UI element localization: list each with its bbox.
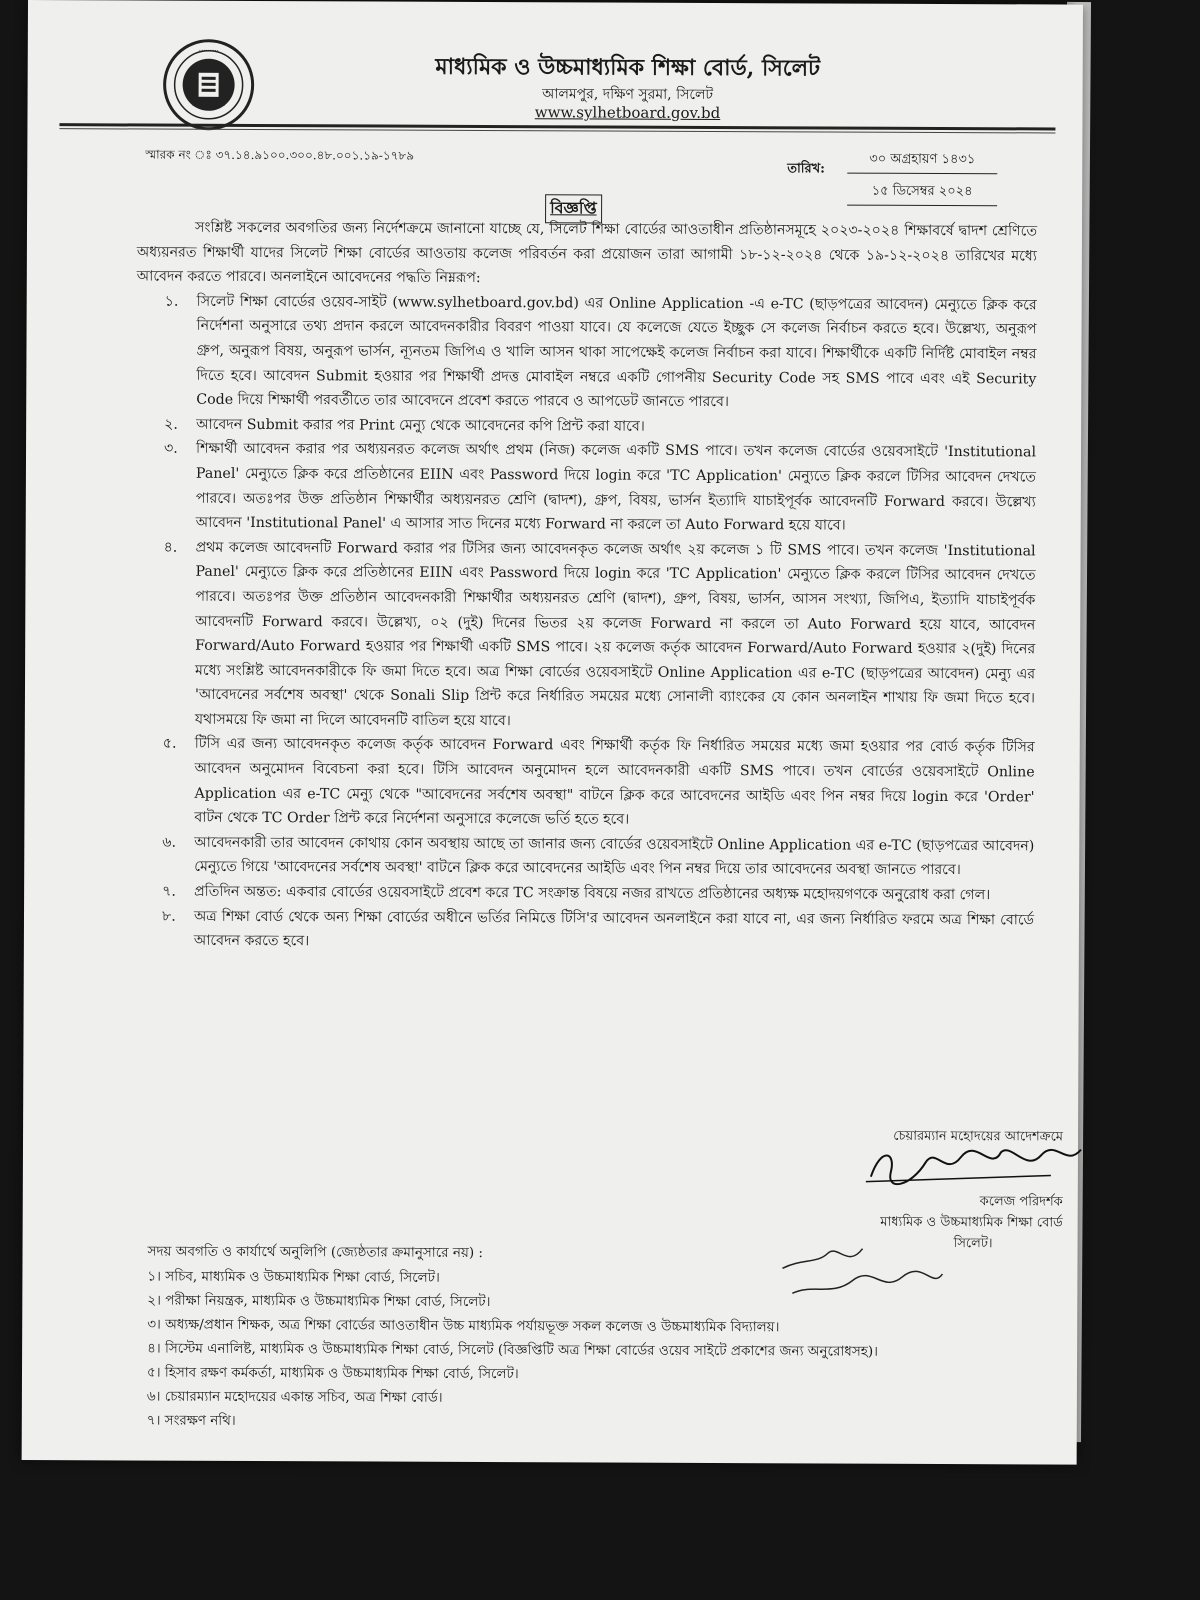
item-number: ৮. (161, 908, 176, 925)
copies-list (147, 1265, 1058, 1437)
procedure-item (134, 830, 1034, 883)
item-number: ১. (164, 293, 179, 310)
procedure-item (136, 437, 1036, 539)
procedure-item (136, 289, 1037, 416)
copy-recipient: ১। সচিব, মাধ্যমিক ও উচ্চমাধ্যমিক শিক্ষা বোর্ড, সিলেট। (147, 1268, 440, 1286)
copies-heading: সদয় অবগতি ও কার্যার্থে অনুলিপি (জ্যেষ্ঠতার ক্রমানুসারে নয়) : (147, 1243, 484, 1261)
board-seal-logo (162, 39, 254, 131)
item-text: প্রথম কলেজ আবেদনটি Forward করার পর টিসির জন্য আবেদনকৃত কলেজ অর্থাৎ ২য় কলেজ ১ টি SMS পাবে। তখন কলেজ 'Institutional Panel' মেন্যুতে ক্লিক করে প্রতিষ্ঠানের EIIN এবং Password দিয়ে login করে 'TC Application' মেন্যুতে ক্লিক করলে টিসির আবেদন দেখতে পারবে। অতঃপর উক্ত প্রতিষ্ঠান আবেদনকারী শিক্ষার্থীর অধ্যয়নরত শ্রেণি (দ্বাদশ), গ্রুপ, বিষয়, ভার্সন, আসন সংখ্যা, জিপিএ, ইত্যাদি যাচাইপূর্বক আবেদনটি Forward করবে। উল্লেখ্য, ০২ (দুই) দিনের ভিতর ২য় কলেজ Forward না করলে তা Auto Forward হয়ে যাবে, আবেদন Forward/Auto Forward হওয়ার পর শিক্ষার্থী একটি SMS পাবে। ২য় কলেজ কর্তৃক আবেদন Forward/Auto Forward হওয়ার ২(দুই) দিনের মধ্যে সংশ্লিষ্ট আবেদনকারীকে ফি জমা দিতে হবে। অত্র শিক্ষা বোর্ডের ওয়েবসাইটে Online Application এর e-TC (ছাড়পত্রের আবেদন) মেন্যু এর 'আবেদনের সর্বশেষ অবস্থা' থেকে Sonali Slip প্রিন্ট করে নির্ধারিত সময়ের মধ্যে সোনালী ব্যাংকের যে কোন অনলাইন শাখায় ফি জমা দিতে হবে। যথাসময়ে ফি জমা না দিলে আবেদনটি বাতিল হয়ে যাবে। (194, 539, 1036, 729)
notice-page (22, 0, 1083, 1465)
item-text: প্রতিদিন অন্তত: একবার বোর্ডের ওয়েবসাইটে প্রবেশ করে TC সংক্রান্ত বিষয়ে নজর রাখতে প্রতিষ্ঠানের অধ্যক্ষ মহোদয়গণকে অনুরোধ করা গেল। (194, 883, 991, 904)
item-text: সিলেট শিক্ষা বোর্ডের ওয়েব-সাইট (www.sylhetboard.gov.bd) এর Online Application -এ e-TC (ছাড়পত্রের আবেদন) মেন্যুতে ক্লিক করে নির্দেশনা অনুসারে তথ্য প্রদান করলে আবেদনকারীর বিবরণ পাওয়া যাবে। যে কলেজে যেতে ইচ্ছুক সে কলেজ নির্বাচন করতে হবে। উল্লেখ্য, অনুরূপ গ্রুপ, অনুরূপ বিষয়, অনুরূপ ভার্সন, ন্যূনতম জিপিএ ও খালি আসন থাকা সাপেক্ষেই কলেজ নির্বাচন করা যাবে। শিক্ষার্থীকে একটি নির্দিষ্ট মোবাইল নম্বর দিতে হবে। আবেদন Submit হওয়ার পর শিক্ষার্থী প্রদত্ত মোবাইল নম্বরে একটি গোপনীয় Security Code সহ SMS পাবে এবং এই Security Code দিয়ে শিক্ষার্থী পরবর্তীতে তার আবেদনে প্রবেশ করতে পারবে ও আপডেট জানতে পারবে। (196, 293, 1037, 411)
handwritten-signature (851, 1137, 1091, 1193)
copy-recipient: ৭। সংরক্ষণ নথি। (146, 1412, 236, 1429)
copy-recipient: ২। পরীক্ষা নিয়ন্ত্রক, মাধ্যমিক ও উচ্চমাধ্যমিক শিক্ষা বোর্ড, সিলেট। (147, 1292, 491, 1311)
copy-recipient: ৪। সিস্টেম এনালিষ্ট, মাধ্যমিক ও উচ্চমাধ্যমিক শিক্ষা বোর্ড, সিলেট (বিজ্ঞপ্তিটি অত্র শিক্ষা বোর্ডের ওয়েব সাইটে প্রকাশের জন্য অনুরোধসহ)। (147, 1340, 879, 1360)
memo-number: স্মারক নং ঃ ৩৭.১৪.৯১০০.৩০০.৪৮.০০১.১৯-১৭৮৯ (145, 147, 415, 163)
date-label: তারিখ: (787, 161, 826, 177)
item-number: ৫. (162, 736, 177, 753)
item-text: আবেদন Submit করার পর Print মেন্যু থেকে আবেদনের কপি প্রিন্ট করা যাবে। (196, 416, 645, 435)
copy-recipient: ৬। চেয়ারম্যান মহোদয়ের একান্ত সচিব, অত্র শিক্ষা বোর্ড। (146, 1388, 443, 1406)
item-text: টিসি এর জন্য আবেদনকৃত কলেজ কর্তৃক আবেদন Forward এবং শিক্ষার্থী কর্তৃক ফি নির্ধারিত সময়ের মধ্যে জমা হওয়ার পর বোর্ড কর্তৃক টিসির আবেদন অনুমোদন বিবেচনা করা হবে। টিসি আবেদন অনুমোদন হলে আবেদনকারী একটি SMS পাবে। তখন বোর্ডের ওয়েবসাইটে Online Application এর e-TC মেন্যু থেকে "আবেদনের সর্বশেষ অবস্থা" বাটনে ক্লিক করে আবেদনের আইডি এবং পিন নম্বর দিয়ে login করে 'Order' বাটন থেকে TC Order প্রিন্ট করে নির্দেশনা অনুসারে কলেজে ভর্তি হতে হবে। (194, 736, 1035, 828)
item-number: ৪. (163, 539, 178, 556)
item-text: আবেদনকারী তার আবেদন কোথায় কোন অবস্থায় আছে তা জানার জন্য বোর্ডের ওয়েবসাইটে Online Application এর e-TC (ছাড়পত্রের আবেদন) মেন্যুতে গিয়ে 'আবেদনের সর্বশেষ অবস্থা' বাটনে ক্লিক করে আবেদনের আইডি এবং পিন নম্বর দিয়ে তার আবেদনের অবস্থা জানতে পারবে। (194, 834, 1035, 879)
item-text: অত্র শিক্ষা বোর্ড থেকে অন্য শিক্ষা বোর্ডের অধীনে ভর্তির নিমিত্তে টিসি'র আবেদন অনলাইনে করা যাবে না, এর জন্য নির্ধারিত ফরমে অত্র শিক্ষা বোর্ডে আবেদন করতে হবে। (193, 908, 1035, 950)
copy-recipient: ৫। হিসাব রক্ষণ কর্মকর্তা, মাধ্যমিক ও উচ্চমাধ্যমিক শিক্ষা বোর্ড, সিলেট। (146, 1364, 519, 1383)
signatory-designation: কলেজ পরিদর্শক (979, 1194, 1063, 1210)
board-website-link[interactable]: www.sylhetboard.gov.bd (534, 103, 721, 123)
date-english: ১৫ ডিসেম্বর ২০২৪ (847, 182, 997, 207)
item-number: ২. (164, 416, 178, 433)
order-line: চেয়ারম্যান মহোদয়ের আদেশক্রমে (893, 1128, 1064, 1145)
date-bangla: ৩০ অগ্রহায়ণ ১৪৩১ (847, 150, 997, 175)
copy-recipient: ৩। অধ্যক্ষ/প্রধান শিক্ষক, অত্র শিক্ষা বোর্ডের আওতাধীন উচ্চ মাধ্যমিক পর্যায়ভূক্ত সকল কলেজ ও উচ্চমাধ্যমিক বিদ্যালয়। (147, 1316, 780, 1336)
item-number: ৬. (162, 834, 177, 851)
item-text: শিক্ষার্থী আবেদন করার পর অধ্যয়নরত কলেজ অর্থাৎ প্রথম (নিজ) কলেজ একটি SMS পাবে। তখন কলেজ বোর্ডের ওয়েবসাইটে 'Institutional Panel' মেন্যুতে ক্লিক করে প্রতিষ্ঠানের EIIN এবং Password দিয়ে login করে 'TC Application' মেন্যুতে ক্লিক করলে টিসির আবেদন দেখতে পারবে। অতঃপর উক্ত প্রতিষ্ঠান শিক্ষার্থীর অধ্যয়নরত শ্রেণি (দ্বাদশ), গ্রুপ, বিষয়, ভার্সন ইত্যাদি যাচাইপূর্বক আবেদনটি Forward করবে। উল্লেখ্য আবেদন 'Institutional Panel' এ আসার সাত দিনের মধ্যে Forward না করলে তা Auto Forward হয়ে যাবে। (195, 441, 1037, 534)
procedure-item (134, 732, 1034, 834)
signatory-city: সিলেট। (953, 1236, 993, 1252)
procedure-item (134, 904, 1034, 957)
procedure-list (134, 289, 1037, 957)
item-number: ৩. (164, 440, 178, 458)
board-address: আলমপুর, দক্ষিণ সুরমা, সিলেট (542, 86, 714, 103)
item-number: ৭. (162, 883, 176, 900)
intro-paragraph: সংশ্লিষ্ট সকলের অবগতির জন্য নির্দেশক্রমে জানানো যাচ্ছে যে, সিলেট শিক্ষা বোর্ডের আওতাধীন প্রতিষ্ঠানসমূহে ২০২৩-২০২৪ শিক্ষাবর্ষে দ্বাদশ শ্রেণিতে অধ্যয়নরত শিক্ষার্থী যাদের সিলেট শিক্ষা বোর্ডের আওতায় কলেজ পরিবর্তন করা প্রয়োজন তারা আগামী ১৮-১২-২০২৪ থেকে ১৯-১২-২০২৪ তারিখের মধ্যে আবেদন করতে পারবে। অনলাইনে আবেদনের পদ্ধতি নিম্নরূপ: (136, 219, 1038, 287)
board-name: মাধ্যমিক ও উচ্চমাধ্যমিক শিক্ষা বোর্ড, সিলেট (435, 53, 821, 82)
notice-title: বিজ্ঞপ্তি (545, 194, 602, 223)
svg-text:.........: ......... (198, 44, 219, 53)
signatory-office: মাধ্যমিক ও উচ্চমাধ্যমিক শিক্ষা বোর্ড (880, 1214, 1063, 1231)
procedure-item (135, 535, 1036, 736)
notice-body (134, 215, 1037, 957)
